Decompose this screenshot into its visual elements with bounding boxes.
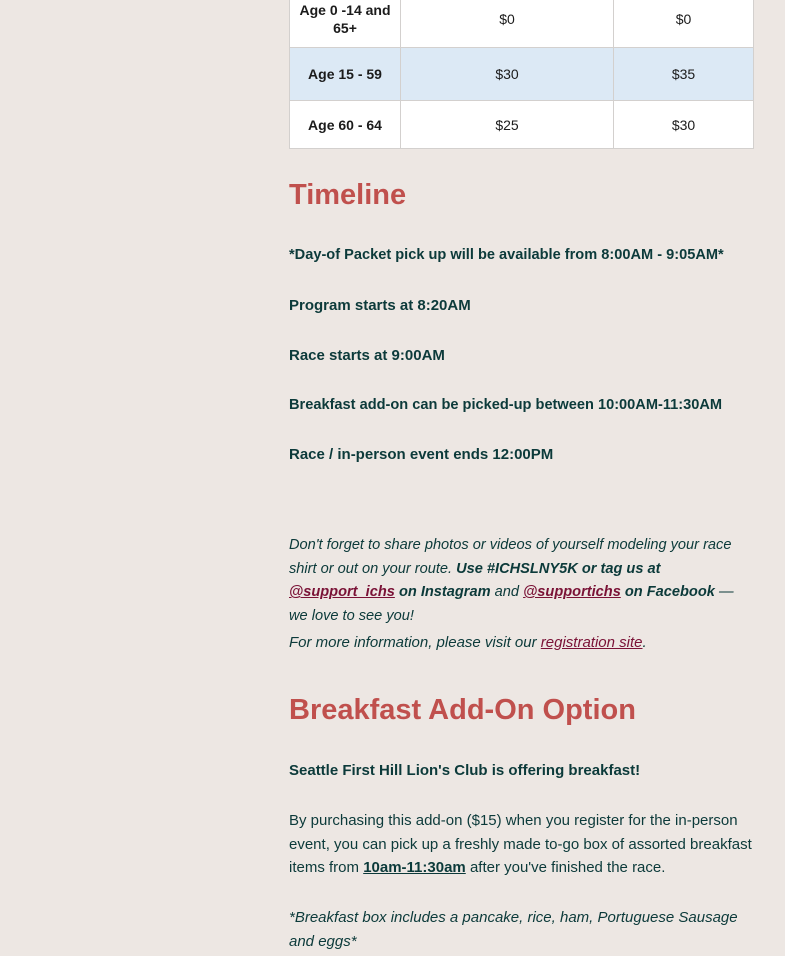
breakfast-body: [289, 809, 753, 880]
pricing-table: [289, 0, 754, 149]
age-label: Age 60 - 64: [290, 101, 401, 149]
price-cell: $0: [401, 0, 614, 48]
facebook-handle-link[interactable]: @supportichs: [523, 584, 621, 600]
price-cell: $35: [614, 48, 754, 101]
share-closing: — we love to see you!: [289, 584, 734, 624]
table-row: [290, 101, 754, 149]
timeline-item: Race starts at 9:00AM: [289, 347, 445, 364]
table-row: [290, 0, 754, 48]
price-cell: $0: [614, 0, 754, 48]
more-info-paragraph: [289, 631, 753, 655]
more-info-text: For more information, please visit our: [289, 634, 537, 651]
breakfast-time-link[interactable]: 10am-11:30am: [363, 859, 466, 876]
registration-site-link[interactable]: registration site: [540, 634, 643, 651]
breakfast-subheading: Seattle First Hill Lion's Club is offering breakfast!: [289, 762, 641, 779]
share-intro: Don't forget to share photos or videos of yourself modeling your race shirt or out on your route.: [289, 537, 732, 577]
instagram-handle-link[interactable]: @support_ichs: [289, 584, 395, 600]
age-label: Age 0 -14 and 65+: [290, 0, 401, 48]
timeline-item: Breakfast add-on can be picked-up between 10:00AM-11:30AM: [289, 397, 723, 413]
share-bold-text: on Facebook: [624, 584, 715, 600]
share-bold-text: Use #ICHSLNY5K or tag us at: [456, 560, 661, 577]
share-and-text: and: [494, 584, 519, 600]
timeline-item: Program starts at 8:20AM: [289, 297, 471, 314]
breakfast-heading: Breakfast Add-On Option: [289, 694, 636, 726]
breakfast-note: *Breakfast box includes a pancake, rice, ham, Portuguese Sausage and eggs*: [289, 909, 738, 950]
timeline-heading: Timeline: [289, 179, 407, 211]
price-cell: $30: [401, 48, 614, 101]
breakfast-body-text: after you've finished the race.: [469, 859, 666, 876]
breakfast-body-text: By purchasing this add-on ($15) when you register for the in-person event, you can pick up a freshly made to-go box of assorted breakfast items from: [289, 812, 752, 876]
share-paragraph: [289, 534, 753, 628]
table-row: [290, 48, 754, 101]
price-cell: $30: [614, 101, 754, 149]
timeline-item: *Day-of Packet pick up will be available from 8:00AM - 9:05AM*: [289, 247, 724, 263]
price-cell: $25: [401, 101, 614, 149]
more-info-end: .: [642, 634, 647, 651]
share-bold-text: on Instagram: [398, 584, 491, 600]
age-label: Age 15 - 59: [290, 48, 401, 101]
timeline-item: Race / in-person event ends 12:00PM: [289, 446, 554, 463]
